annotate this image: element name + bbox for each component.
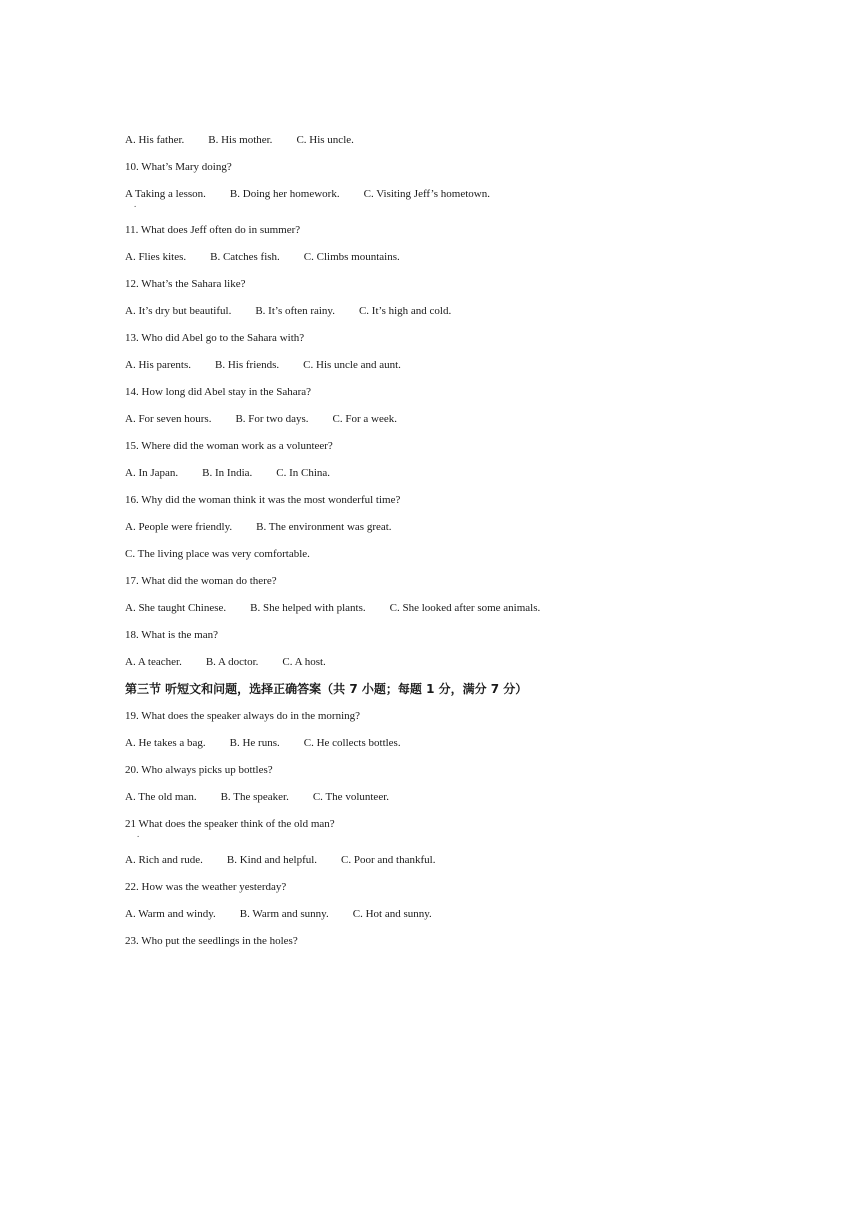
answer-options-19 (125, 736, 401, 750)
answer-options-16-c (125, 547, 310, 561)
option-c: C. It’s high and cold. (358, 305, 452, 317)
section-heading: 第三节 听短文和问题，选择正确答案（共 7 小题；每题 1 分，满分 7 分） (125, 682, 528, 696)
question-13: 13. Who did Abel go to the Sahara with? (125, 332, 305, 344)
option-b: B. In India. (202, 467, 253, 479)
answer-options-10 (125, 187, 490, 201)
option-a: A. He takes a bag. (125, 737, 206, 749)
question-15: 15. Where did the woman work as a volunteer? (125, 440, 333, 452)
option-a: A. A teacher. (125, 656, 182, 668)
option-c: C. In China. (276, 467, 331, 479)
option-a: A. She taught Chinese. (125, 602, 227, 614)
question-22: 22. How was the weather yesterday? (125, 881, 287, 893)
option-a: A. Warm and windy. (125, 908, 216, 920)
answer-options-12 (125, 304, 451, 318)
option-c: C. She looked after some animals. (389, 602, 541, 614)
answer-options-13 (125, 358, 401, 372)
option-c: C. Visiting Jeff’s hometown. (363, 188, 490, 200)
option-b: B. Kind and helpful. (226, 854, 318, 866)
option-b: B. His mother. (208, 134, 273, 146)
stray-mark: . (137, 829, 140, 839)
option-c: C. Climbs mountains. (303, 251, 400, 263)
answer-options-16-ab (125, 520, 392, 534)
answer-options-17 (125, 601, 540, 615)
option-a: A. His parents. (125, 359, 191, 371)
question-21: 21 What does the speaker think of the old man? (125, 818, 335, 830)
question-19: 19. What does the speaker always do in the morning? (125, 710, 361, 722)
answer-options-20 (125, 790, 389, 804)
option-c: C. A host. (282, 656, 326, 668)
option-c: C. His uncle. (296, 134, 354, 146)
option-c: C. The volunteer. (312, 791, 390, 803)
question-11: 11. What does Jeff often do in summer? (125, 224, 301, 236)
question-18: 18. What is the man? (125, 629, 218, 641)
question-17: 17. What did the woman do there? (125, 575, 277, 587)
question-20: 20. Who always picks up bottles? (125, 764, 273, 776)
option-b: B. The speaker. (220, 791, 289, 803)
option-c: C. Poor and thankful. (341, 854, 436, 866)
option-c: C. His uncle and aunt. (303, 359, 401, 371)
option-c: C. For a week. (332, 413, 397, 425)
answer-options-9 (125, 133, 354, 147)
option-a: A. In Japan. (125, 467, 179, 479)
option-a: A. Flies kites. (125, 251, 187, 263)
option-a: A. The old man. (125, 791, 197, 803)
option-b: B. Warm and sunny. (239, 908, 329, 920)
option-b: B. Catches fish. (210, 251, 280, 263)
option-c: C. Hot and sunny. (352, 908, 432, 920)
question-10: 10. What’s Mary doing? (125, 161, 232, 173)
option-a: A Taking a lesson. (125, 188, 206, 200)
answer-options-22 (125, 907, 432, 921)
option-b: B. For two days. (235, 413, 309, 425)
answer-options-11 (125, 250, 400, 264)
stray-mark: . (134, 199, 137, 209)
question-23: 23. Who put the seedlings in the holes? (125, 935, 298, 947)
answer-options-14 (125, 412, 397, 426)
answer-options-21 (125, 853, 435, 867)
option-a: A. Rich and rude. (125, 854, 203, 866)
option-b: B. He runs. (229, 737, 280, 749)
question-14: 14. How long did Abel stay in the Sahara? (125, 386, 312, 398)
option-b: B. The environment was great. (256, 521, 392, 533)
option-a: A. His father. (125, 134, 185, 146)
option-a: A. It’s dry but beautiful. (125, 305, 232, 317)
option-c: C. He collects bottles. (303, 737, 401, 749)
question-12: 12. What’s the Sahara like? (125, 278, 246, 290)
option-b: B. It’s often rainy. (255, 305, 335, 317)
option-a: A. For seven hours. (125, 413, 212, 425)
option-c: C. The living place was very comfortable. (125, 548, 310, 560)
answer-options-18 (125, 655, 326, 669)
option-a: A. People were friendly. (125, 521, 233, 533)
option-b: B. His friends. (215, 359, 280, 371)
option-b: B. She helped with plants. (250, 602, 366, 614)
option-b: B. A doctor. (205, 656, 259, 668)
question-16: 16. Why did the woman think it was the most wonderful time? (125, 494, 401, 506)
option-b: B. Doing her homework. (229, 188, 340, 200)
answer-options-15 (125, 466, 330, 480)
